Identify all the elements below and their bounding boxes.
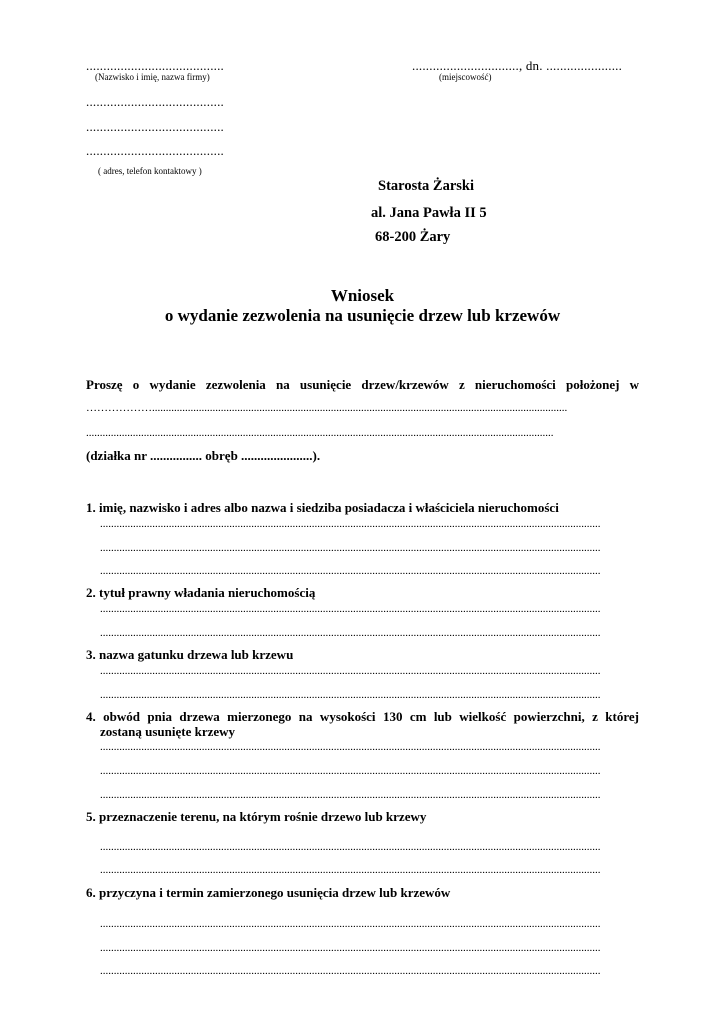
section-4-heading-cont: zostaną usunięte krzewy: [100, 724, 236, 739]
recipient-name: Starosta Żarski: [378, 178, 475, 194]
name-caption: (Nazwisko i imię, nazwa firmy): [95, 72, 210, 82]
location-field-2[interactable]: ..........................................................................................................................................................................: [86, 427, 554, 439]
section-3-heading: 3. nazwa gatunku drzewa lub krzewu: [86, 647, 294, 662]
section-1-line-2[interactable]: ......................................................................................................................................................................................: [100, 542, 601, 554]
recipient-city: 68-200 Żary: [375, 229, 451, 245]
address-field-3[interactable]: ........................................: [86, 143, 224, 158]
section-4-line-1[interactable]: ......................................................................................................................................................................................: [100, 741, 601, 753]
section-1-heading: 1. imię, nazwisko i adres albo nazwa i siedziba posiadacza i właściciela nieruchomości: [86, 500, 559, 515]
section-4-line-2[interactable]: ......................................................................................................................................................................................: [100, 765, 601, 777]
section-4-line-3[interactable]: ......................................................................................................................................................................................: [100, 789, 601, 801]
place-date-field[interactable]: ..............................., dn. ......................: [412, 58, 623, 73]
section-4-heading: 4. obwód pnia drzewa mierzonego na wysokości 130 cm lub wielkość powierzchni, z której: [86, 709, 639, 724]
section-5-heading: 5. przeznaczenie terenu, na którym rośnie drzewo lub krzewy: [86, 809, 427, 824]
section-1-line-1[interactable]: ......................................................................................................................................................................................: [100, 518, 601, 530]
section-2-line-1[interactable]: ......................................................................................................................................................................................: [100, 603, 601, 615]
section-5-line-2[interactable]: ......................................................................................................................................................................................: [100, 864, 601, 876]
section-3-line-2[interactable]: ......................................................................................................................................................................................: [100, 689, 601, 701]
section-2-line-2[interactable]: ......................................................................................................................................................................................: [100, 627, 601, 639]
address-field-2[interactable]: ........................................: [86, 119, 224, 134]
section-3-line-1[interactable]: ......................................................................................................................................................................................: [100, 665, 601, 677]
document-subtitle: o wydanie zezwolenia na usunięcie drzew lub krzewów: [164, 306, 561, 325]
address-caption: ( adres, telefon kontaktowy ): [98, 166, 202, 176]
section-6-line-2[interactable]: ......................................................................................................................................................................................: [100, 942, 601, 954]
document-title: Wniosek: [330, 286, 395, 305]
section-6-line-1[interactable]: ......................................................................................................................................................................................: [100, 918, 601, 930]
section-1-line-3[interactable]: ......................................................................................................................................................................................: [100, 565, 601, 577]
section-5-line-1[interactable]: ......................................................................................................................................................................................: [100, 841, 601, 853]
name-field[interactable]: ........................................: [86, 58, 224, 73]
section-6-heading: 6. przyczyna i termin zamierzonego usunięcia drzew lub krzewów: [86, 885, 451, 900]
address-field-1[interactable]: ........................................: [86, 94, 224, 109]
place-caption: (miejscowość): [439, 72, 492, 82]
section-2-heading: 2. tytuł prawny władania nieruchomością: [86, 585, 316, 600]
location-field-1[interactable]: ……………….......................................................................................................................................................: [86, 402, 568, 414]
intro-text: Proszę o wydanie zezwolenia na usunięcie drzew/krzewów z nieruchomości położonej w: [86, 377, 639, 392]
parcel-text[interactable]: (działka nr ................ obręb ......................).: [86, 448, 321, 463]
section-6-line-3[interactable]: ......................................................................................................................................................................................: [100, 965, 601, 977]
recipient-street: al. Jana Pawła II 5: [371, 205, 487, 221]
